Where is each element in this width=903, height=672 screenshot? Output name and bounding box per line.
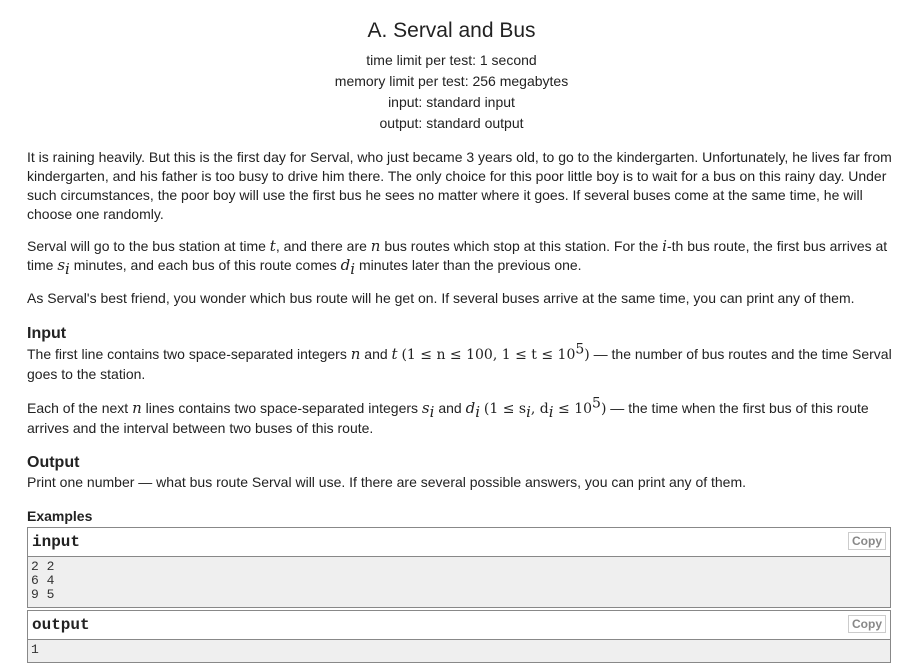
- examples-heading: Examples: [27, 508, 93, 524]
- copy-output-button[interactable]: Copy: [848, 615, 886, 633]
- example-output-header: [28, 611, 890, 640]
- output-paragraph: Print one number — what bus route Serval will use. If there are several possible answers, you can print any of them.: [27, 474, 747, 490]
- input-paragraph-2: Each of the next n lines contains two space-separated integers $s_i$ and $d_i$ ($1 \le s_i$, $d_i \le 10^5$) — the time when the first bus of this route arrives and the interval between two buses of this route.: [27, 395, 869, 436]
- output-file: output: standard output: [379, 115, 524, 131]
- input-paragraph-1: The first line contains two space-separated integers n and t (1 ≤ n ≤ 100, $1 \le t \le 10^5$) — the number of bus routes and the time Serval goes to the station.: [27, 341, 892, 382]
- statement-paragraph-1: It is raining heavily. But this is the first day for Serval, who just became 3 years old, to go to the kindergarten. Unfortunately, he lives far from kindergarten, and his father is too busy to drive him there. The only choice for this poor little boy is to wait for a bus on this rainy day. Under such circumstances, the poor boy will use the first bus he sees no matter where it goes. If several buses come at the same time, he will choose one randomly.: [27, 149, 892, 222]
- example-output-box: [27, 610, 891, 663]
- output-heading: Output: [27, 454, 80, 471]
- statement-paragraph-2: Serval will go to the bus station at time t, and there are n bus routes which stop at this station. For the i-th bus route, the first bus arrives at time $s_i$ minutes, and each bus of this route comes $d_i$ minutes later than the previous one.: [27, 237, 888, 278]
- memory-limit: memory limit per test: 256 megabytes: [334, 73, 569, 89]
- copy-input-button[interactable]: Copy: [848, 532, 886, 550]
- example-input-content: 2 2 6 4 9 5: [28, 557, 890, 607]
- example-output-label: output: [32, 616, 90, 634]
- time-limit: time limit per test: 1 second: [366, 52, 537, 68]
- example-input-header: [28, 528, 890, 557]
- example-input-label: input: [32, 533, 81, 551]
- input-file: input: standard input: [388, 94, 515, 110]
- example-input-box: [27, 527, 891, 608]
- statement-paragraph-3: As Serval's best friend, you wonder which bus route will he get on. If several buses arrive at the same time, you can print any of them.: [27, 290, 855, 306]
- input-heading: Input: [27, 325, 67, 342]
- problem-title: A. Serval and Bus: [367, 19, 536, 42]
- example-output-content: 1: [28, 640, 890, 662]
